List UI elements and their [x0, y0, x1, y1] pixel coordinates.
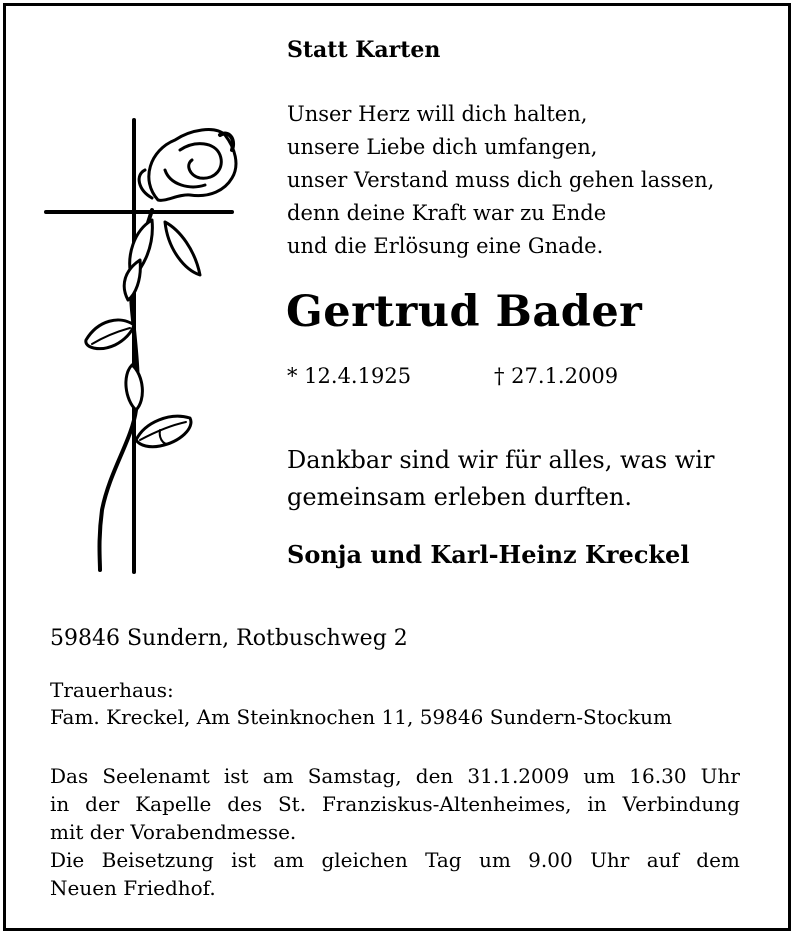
death-date: † 27.1.2009 [494, 364, 619, 388]
birth-date: * 12.4.1925 [287, 364, 412, 388]
deceased-name: Gertrud Bader [286, 287, 643, 337]
family-names: Sonja und Karl-Heinz Kreckel [287, 540, 690, 569]
service-line-1 [50, 762, 740, 790]
word: ist [223, 764, 249, 788]
service-line-2 [50, 790, 740, 818]
word: ist [231, 848, 256, 872]
notice-heading: Statt Karten [287, 37, 441, 63]
word: 31.1.2009 [467, 764, 570, 788]
word: Kapelle [135, 792, 212, 816]
address: 59846 Sundern, Rotbuschweg 2 [50, 626, 408, 651]
word: Das [50, 764, 89, 788]
word: gleichen [321, 848, 408, 872]
word: Tag [425, 848, 462, 872]
word: Samstag, [307, 764, 402, 788]
word: den [415, 764, 454, 788]
mourning-house-label: Trauerhaus: [50, 678, 174, 702]
cross-with-rose-icon [40, 110, 250, 580]
service-info [50, 762, 740, 902]
service-line-5: Neuen Friedhof. [50, 876, 216, 900]
word: dem [696, 848, 740, 872]
word: um [478, 848, 511, 872]
word: der [85, 792, 120, 816]
mourning-house [50, 677, 672, 731]
word: 16.30 [629, 764, 687, 788]
word: St. [277, 792, 307, 816]
word: 9.00 [528, 848, 573, 872]
poem-line: unser Verstand muss dich gehen lassen, [287, 168, 715, 192]
word: Seelenamt [102, 764, 210, 788]
word: am [273, 848, 305, 872]
word: Uhr [590, 848, 630, 872]
word: in [50, 792, 70, 816]
word: des [227, 792, 263, 816]
word: Beisetzung [101, 848, 214, 872]
word: Die [50, 848, 85, 872]
poem-line: und die Erlösung eine Gnade. [287, 234, 604, 258]
service-line-4 [50, 846, 740, 874]
word: Franziskus-Altenheimes, [321, 792, 572, 816]
word: um [583, 764, 616, 788]
word: in [587, 792, 607, 816]
poem [287, 98, 714, 263]
gratitude-text [287, 442, 714, 516]
poem-line: denn deine Kraft war zu Ende [287, 201, 607, 225]
word: am [262, 764, 294, 788]
gratitude-line: Dankbar sind wir für alles, was wir [287, 446, 715, 474]
poem-line: Unser Herz will dich halten, [287, 102, 588, 126]
word: auf [646, 848, 679, 872]
gratitude-line: gemeinsam erleben durften. [287, 483, 632, 511]
service-line-3: mit der Vorabendmesse. [50, 820, 297, 844]
poem-line: unsere Liebe dich umfangen, [287, 135, 598, 159]
word: Verbindung [622, 792, 740, 816]
word: Uhr [700, 764, 740, 788]
mourning-house-address: Fam. Kreckel, Am Steinknochen 11, 59846 Sundern-Stockum [50, 705, 672, 729]
